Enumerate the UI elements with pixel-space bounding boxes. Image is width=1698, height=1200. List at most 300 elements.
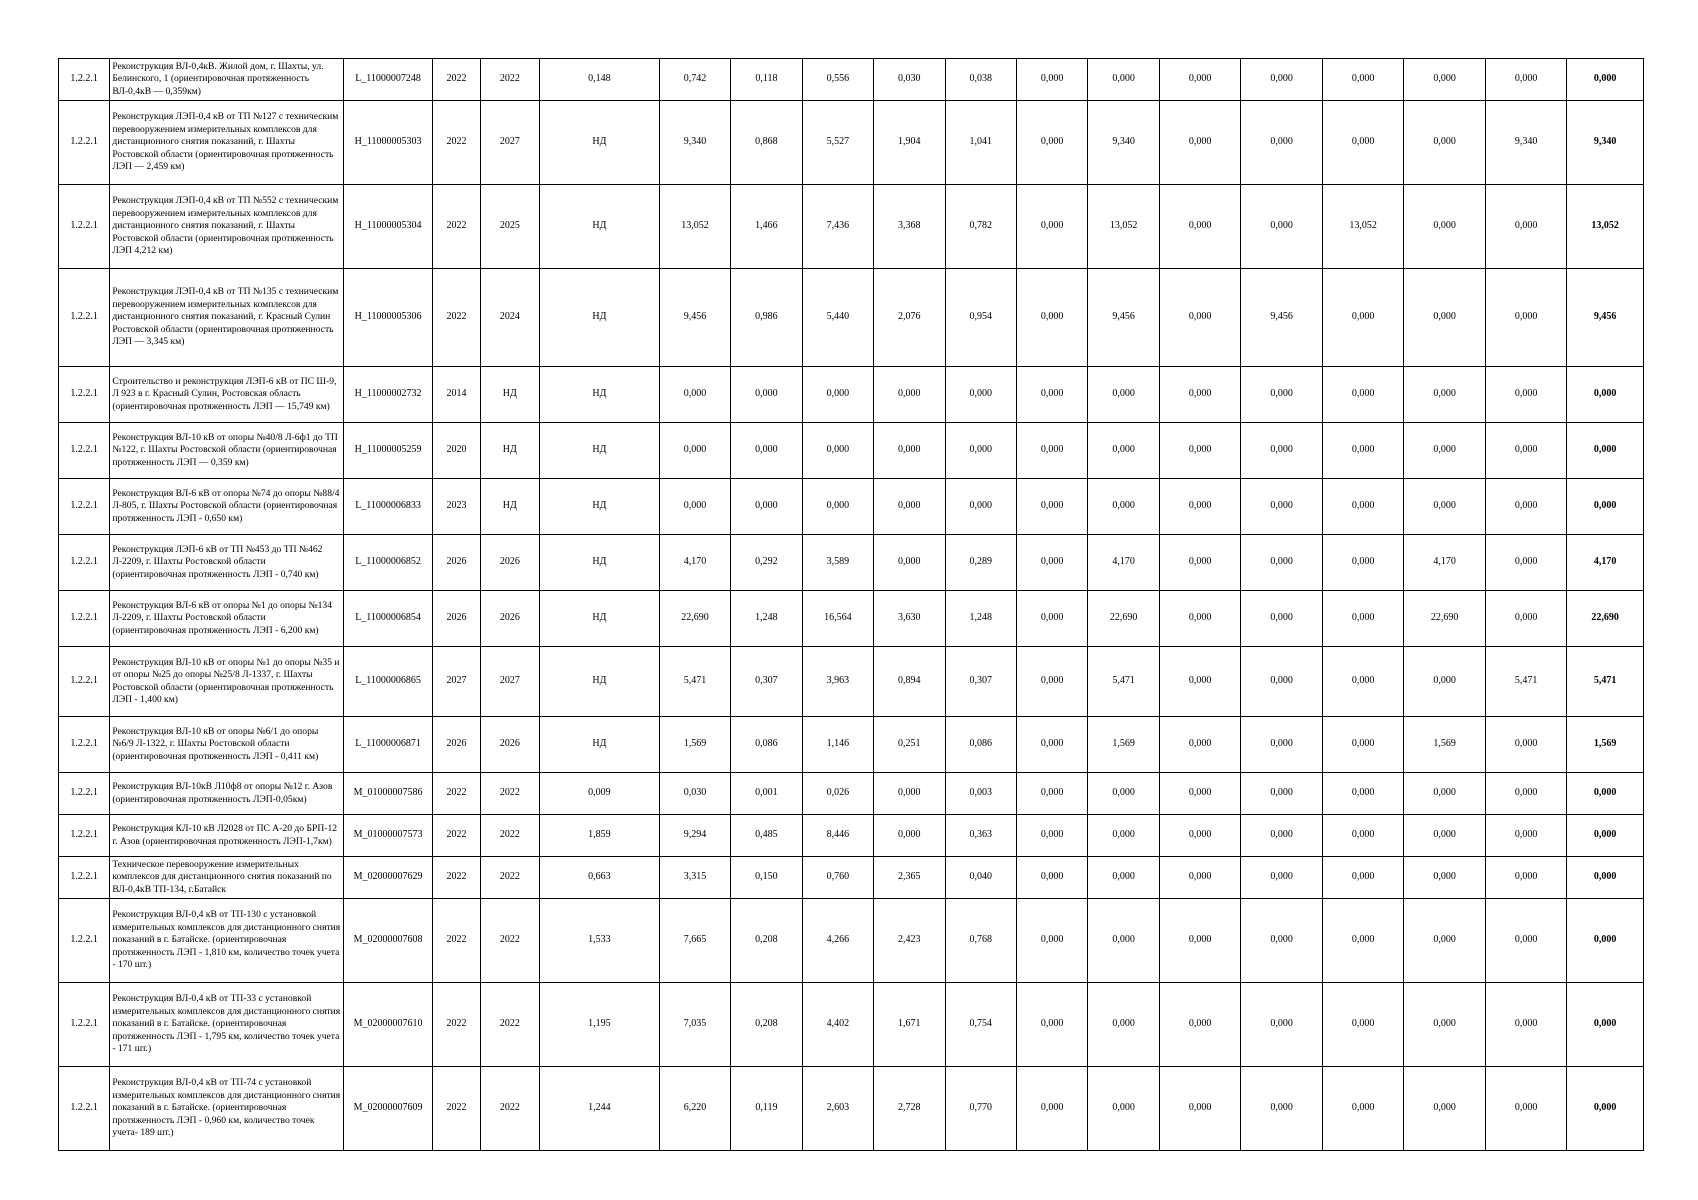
cell-c12: 0,000 [1088,59,1159,101]
cell-c16: 22,690 [1404,591,1486,647]
cell-description: Реконструкция ЛЭП-0,4 кВ от ТП №135 с техническим перевооружением измерительных комплексов для дистанционного снятия показаний, г. Красный Сулин Ростовской области (ориентировочная протяженность ЛЭП — 3,345 км) [110,269,343,367]
cell-nd: НД [540,479,660,535]
cell-c11: 0,000 [1016,479,1087,535]
cell-c6: 0,000 [659,479,730,535]
cell-c14: 0,000 [1241,101,1323,185]
cell-item-number: 1.2.2.1 [59,367,110,423]
cell-c11: 0,000 [1016,367,1087,423]
cell-total: 0,000 [1567,983,1644,1067]
cell-c11: 0,000 [1016,591,1087,647]
cell-c7: 0,000 [731,367,802,423]
cell-total: 13,052 [1567,185,1644,269]
cell-total: 0,000 [1567,423,1644,479]
cell-c12: 0,000 [1088,983,1159,1067]
cell-c17: 0,000 [1485,59,1567,101]
cell-c16: 0,000 [1404,423,1486,479]
cell-c11: 0,000 [1016,423,1087,479]
cell-item-number: 1.2.2.1 [59,717,110,773]
cell-c12: 9,456 [1088,269,1159,367]
cell-c9: 0,030 [874,59,945,101]
cell-c8: 2,603 [802,1067,873,1151]
cell-nd: 1,244 [540,1067,660,1151]
cell-y1: 2022 [433,815,480,857]
cell-c15: 0,000 [1322,857,1404,899]
cell-c15: 0,000 [1322,591,1404,647]
cell-description: Реконструкция ВЛ-0,4 кВ от ТП-33 с установкой измерительных комплексов для дистанционного снятия показаний в г. Батайске. (ориентировочная протяженность ЛЭП - 1,795 км, количество точек учета - 171 шт.) [110,983,343,1067]
cell-project-code: L_11000006833 [343,479,433,535]
cell-c14: 0,000 [1241,983,1323,1067]
cell-item-number: 1.2.2.1 [59,269,110,367]
cell-c11: 0,000 [1016,1067,1087,1151]
cell-c10: 0,768 [945,899,1016,983]
cell-c14: 0,000 [1241,59,1323,101]
cell-nd: 0,009 [540,773,660,815]
cell-c10: 0,782 [945,185,1016,269]
cell-description: Техническое перевооружение измерительных комплексов для дистанционного снятия показаний по ВЛ-0,4кВ ТП-134, г.Батайск [110,857,343,899]
cell-c12: 0,000 [1088,479,1159,535]
cell-c13: 0,000 [1159,269,1241,367]
table-row [59,185,1644,269]
cell-c15: 0,000 [1322,423,1404,479]
cell-c6: 9,340 [659,101,730,185]
cell-c12: 13,052 [1088,185,1159,269]
cell-total: 0,000 [1567,367,1644,423]
cell-c9: 3,368 [874,185,945,269]
cell-c13: 0,000 [1159,815,1241,857]
cell-item-number: 1.2.2.1 [59,535,110,591]
cell-c13: 0,000 [1159,647,1241,717]
cell-c16: 0,000 [1404,983,1486,1067]
cell-c8: 0,000 [802,479,873,535]
cell-c10: 0,363 [945,815,1016,857]
cell-description: Реконструкция ВЛ-6 кВ от опоры №74 до опоры №88/4 Л-805, г. Шахты Ростовской области (ориентировочная протяженность ЛЭП - 0,650 км) [110,479,343,535]
cell-total: 0,000 [1567,773,1644,815]
cell-y2: 2022 [480,1067,539,1151]
cell-c15: 0,000 [1322,717,1404,773]
cell-c17: 0,000 [1485,591,1567,647]
cell-c12: 22,690 [1088,591,1159,647]
cell-c13: 0,000 [1159,185,1241,269]
cell-c12: 4,170 [1088,535,1159,591]
cell-item-number: 1.2.2.1 [59,591,110,647]
cell-c14: 0,000 [1241,535,1323,591]
cell-c11: 0,000 [1016,717,1087,773]
cell-c13: 0,000 [1159,59,1241,101]
cell-c14: 0,000 [1241,367,1323,423]
table-row [59,535,1644,591]
cell-project-code: H_11000005259 [343,423,433,479]
cell-c14: 0,000 [1241,647,1323,717]
cell-c7: 0,986 [731,269,802,367]
cell-c11: 0,000 [1016,185,1087,269]
cell-c15: 0,000 [1322,101,1404,185]
cell-c12: 0,000 [1088,1067,1159,1151]
cell-c15: 0,000 [1322,479,1404,535]
cell-c15: 0,000 [1322,647,1404,717]
cell-c13: 0,000 [1159,773,1241,815]
cell-c12: 0,000 [1088,857,1159,899]
table-row [59,717,1644,773]
cell-c6: 0,030 [659,773,730,815]
table-row [59,815,1644,857]
table-row [59,857,1644,899]
cell-c15: 0,000 [1322,535,1404,591]
cell-c16: 0,000 [1404,269,1486,367]
cell-c14: 0,000 [1241,899,1323,983]
cell-c10: 0,000 [945,423,1016,479]
cell-c9: 0,894 [874,647,945,717]
cell-c6: 4,170 [659,535,730,591]
cell-c7: 0,001 [731,773,802,815]
cell-y1: 2022 [433,899,480,983]
cell-nd: НД [540,101,660,185]
cell-c6: 13,052 [659,185,730,269]
cell-y2: 2022 [480,857,539,899]
cell-item-number: 1.2.2.1 [59,1067,110,1151]
cell-c17: 0,000 [1485,423,1567,479]
cell-c10: 0,754 [945,983,1016,1067]
cell-y2: 2022 [480,815,539,857]
cell-project-code: H_11000005306 [343,269,433,367]
cell-nd: НД [540,269,660,367]
cell-c17: 0,000 [1485,983,1567,1067]
cell-c17: 0,000 [1485,899,1567,983]
cell-c16: 0,000 [1404,773,1486,815]
cell-y2: 2027 [480,101,539,185]
cell-y2: НД [480,367,539,423]
cell-y1: 2026 [433,535,480,591]
cell-project-code: L_11000007248 [343,59,433,101]
cell-description: Реконструкция ВЛ-10 кВ от опоры №1 до опоры №35 и от опоры №25 до опоры №25/8 Л-1337, г. Шахты Ростовской области (ориентировочная протяженность ЛЭП - 1,400 км) [110,647,343,717]
cell-c6: 6,220 [659,1067,730,1151]
cell-c11: 0,000 [1016,535,1087,591]
cell-c8: 5,527 [802,101,873,185]
cell-c7: 0,000 [731,479,802,535]
cell-c6: 9,456 [659,269,730,367]
cell-c8: 1,146 [802,717,873,773]
table-row [59,59,1644,101]
cell-nd: НД [540,591,660,647]
cell-total: 0,000 [1567,899,1644,983]
cell-c17: 0,000 [1485,535,1567,591]
cell-y1: 2023 [433,479,480,535]
cell-c14: 0,000 [1241,815,1323,857]
cell-c12: 0,000 [1088,423,1159,479]
cell-c9: 2,423 [874,899,945,983]
cell-nd: 1,533 [540,899,660,983]
cell-description: Реконструкция ВЛ-0,4 кВ от ТП-130 с установкой измерительных комплексов для дистанционного снятия показаний в г. Батайске. (ориентировочная протяженность ЛЭП - 1,810 км, количество точек учета - 170 шт.) [110,899,343,983]
cell-c8: 8,446 [802,815,873,857]
cell-c8: 0,026 [802,773,873,815]
cell-description: Реконструкция ЛЭП-6 кВ от ТП №453 до ТП №462 Л-2209, г. Шахты Ростовской области (ориентировочная протяженность ЛЭП - 0,740 км) [110,535,343,591]
cell-c10: 0,289 [945,535,1016,591]
cell-c17: 5,471 [1485,647,1567,717]
cell-c10: 0,000 [945,479,1016,535]
cell-nd: НД [540,535,660,591]
cell-c15: 0,000 [1322,773,1404,815]
cell-c11: 0,000 [1016,101,1087,185]
table-row [59,591,1644,647]
cell-project-code: H_11000002732 [343,367,433,423]
cell-c7: 0,118 [731,59,802,101]
cell-c13: 0,000 [1159,717,1241,773]
cell-c9: 2,076 [874,269,945,367]
cell-c14: 9,456 [1241,269,1323,367]
table-row [59,773,1644,815]
cell-nd: НД [540,185,660,269]
cell-project-code: H_11000005304 [343,185,433,269]
cell-y1: 2022 [433,185,480,269]
cell-c14: 0,000 [1241,857,1323,899]
cell-c8: 0,000 [802,423,873,479]
cell-c16: 0,000 [1404,1067,1486,1151]
cell-item-number: 1.2.2.1 [59,899,110,983]
cell-c9: 3,630 [874,591,945,647]
cell-c15: 0,000 [1322,899,1404,983]
cell-c10: 0,040 [945,857,1016,899]
cell-c17: 9,340 [1485,101,1567,185]
cell-c13: 0,000 [1159,899,1241,983]
cell-y1: 2022 [433,59,480,101]
cell-y1: 2020 [433,423,480,479]
cell-c14: 0,000 [1241,479,1323,535]
cell-c9: 0,000 [874,773,945,815]
cell-c9: 1,671 [874,983,945,1067]
cell-c17: 0,000 [1485,479,1567,535]
cell-y1: 2026 [433,591,480,647]
cell-c9: 0,000 [874,423,945,479]
cell-c7: 0,485 [731,815,802,857]
cell-nd: 0,148 [540,59,660,101]
cell-total: 0,000 [1567,815,1644,857]
table-row [59,367,1644,423]
cell-c8: 0,000 [802,367,873,423]
table-row [59,1067,1644,1151]
cell-project-code: L_11000006865 [343,647,433,717]
cell-c9: 0,000 [874,535,945,591]
cell-c10: 0,954 [945,269,1016,367]
cell-c6: 1,569 [659,717,730,773]
cell-c10: 1,041 [945,101,1016,185]
cell-c10: 0,038 [945,59,1016,101]
cell-c9: 0,000 [874,479,945,535]
cell-c12: 0,000 [1088,899,1159,983]
cell-description: Реконструкция ВЛ-6 кВ от опоры №1 до опоры №134 Л-2209, г. Шахты Ростовской области (ориентировочная протяженность ЛЭП - 6,200 км) [110,591,343,647]
cell-description: Реконструкция ВЛ-0,4 кВ от ТП-74 с установкой измерительных комплексов для дистанционного снятия показаний в г. Батайске. (ориентировочная протяженность ЛЭП - 0,960 км, количество точек учета- 189 шт.) [110,1067,343,1151]
investment-table [58,58,1644,1151]
cell-c17: 0,000 [1485,367,1567,423]
cell-y2: 2022 [480,773,539,815]
cell-c16: 0,000 [1404,367,1486,423]
cell-c13: 0,000 [1159,535,1241,591]
cell-project-code: L_11000006852 [343,535,433,591]
cell-c9: 0,251 [874,717,945,773]
cell-c8: 16,564 [802,591,873,647]
cell-c8: 0,556 [802,59,873,101]
cell-c8: 5,440 [802,269,873,367]
cell-description: Строительство и реконструкция ЛЭП-6 кВ от ПС Ш-9, Л 923 в г. Красный Сулин, Ростовская область (ориентировочная протяженность ЛЭП — 15,749 км) [110,367,343,423]
cell-y1: 2027 [433,647,480,717]
cell-c15: 0,000 [1322,983,1404,1067]
cell-item-number: 1.2.2.1 [59,185,110,269]
cell-c7: 0,086 [731,717,802,773]
cell-y1: 2026 [433,717,480,773]
cell-item-number: 1.2.2.1 [59,59,110,101]
cell-c16: 0,000 [1404,185,1486,269]
cell-c7: 0,307 [731,647,802,717]
cell-nd: НД [540,647,660,717]
cell-y2: 2026 [480,535,539,591]
cell-c6: 0,000 [659,423,730,479]
cell-c9: 2,365 [874,857,945,899]
cell-description: Реконструкция ВЛ-10 кВ от опоры №6/1 до опоры №6/9 Л-1322, г. Шахты Ростовской области (ориентировочная протяженность ЛЭП - 0,411 км) [110,717,343,773]
cell-total: 22,690 [1567,591,1644,647]
cell-y2: 2022 [480,59,539,101]
cell-c17: 0,000 [1485,773,1567,815]
cell-description: Реконструкция ВЛ-10кВ Л10ф8 от опоры №12 г. Азов (ориентировочная протяженность ЛЭП-0,05км) [110,773,343,815]
cell-item-number: 1.2.2.1 [59,101,110,185]
cell-project-code: L_11000006871 [343,717,433,773]
cell-c7: 0,868 [731,101,802,185]
cell-nd: 1,859 [540,815,660,857]
cell-c12: 5,471 [1088,647,1159,717]
cell-c14: 0,000 [1241,185,1323,269]
cell-nd: НД [540,423,660,479]
cell-c6: 3,315 [659,857,730,899]
cell-y2: 2026 [480,717,539,773]
cell-c16: 0,000 [1404,101,1486,185]
cell-item-number: 1.2.2.1 [59,857,110,899]
cell-c16: 0,000 [1404,479,1486,535]
cell-c13: 0,000 [1159,101,1241,185]
cell-total: 5,471 [1567,647,1644,717]
cell-y2: 2022 [480,983,539,1067]
cell-c13: 0,000 [1159,479,1241,535]
cell-total: 4,170 [1567,535,1644,591]
cell-project-code: M_02000007629 [343,857,433,899]
cell-c7: 0,000 [731,423,802,479]
cell-c13: 0,000 [1159,983,1241,1067]
table-row [59,899,1644,983]
cell-y1: 2022 [433,1067,480,1151]
cell-description: Реконструкция КЛ-10 кВ Л2028 от ПС А-20 до БРП-12 г. Азов (ориентировочная протяженность ЛЭП-1,7км) [110,815,343,857]
cell-c6: 5,471 [659,647,730,717]
cell-c6: 0,000 [659,367,730,423]
cell-c16: 1,569 [1404,717,1486,773]
table-row [59,479,1644,535]
cell-total: 0,000 [1567,1067,1644,1151]
cell-y2: 2022 [480,899,539,983]
cell-nd: 1,195 [540,983,660,1067]
cell-y1: 2022 [433,983,480,1067]
cell-project-code: H_11000005303 [343,101,433,185]
cell-total: 0,000 [1567,479,1644,535]
cell-c17: 0,000 [1485,269,1567,367]
cell-c12: 0,000 [1088,773,1159,815]
cell-c8: 4,266 [802,899,873,983]
cell-c17: 0,000 [1485,1067,1567,1151]
cell-c9: 1,904 [874,101,945,185]
cell-y1: 2014 [433,367,480,423]
cell-c6: 7,665 [659,899,730,983]
cell-c14: 0,000 [1241,1067,1323,1151]
cell-c16: 0,000 [1404,857,1486,899]
cell-c11: 0,000 [1016,647,1087,717]
cell-nd: НД [540,717,660,773]
cell-c7: 0,292 [731,535,802,591]
cell-y2: НД [480,479,539,535]
cell-c11: 0,000 [1016,59,1087,101]
cell-c15: 0,000 [1322,367,1404,423]
cell-c12: 9,340 [1088,101,1159,185]
cell-item-number: 1.2.2.1 [59,423,110,479]
table-row [59,101,1644,185]
cell-c6: 9,294 [659,815,730,857]
cell-total: 0,000 [1567,857,1644,899]
table-body [59,59,1644,1151]
cell-c9: 0,000 [874,367,945,423]
cell-c16: 4,170 [1404,535,1486,591]
cell-c15: 0,000 [1322,815,1404,857]
cell-c8: 7,436 [802,185,873,269]
cell-c10: 0,307 [945,647,1016,717]
cell-c7: 1,466 [731,185,802,269]
cell-item-number: 1.2.2.1 [59,815,110,857]
cell-nd: 0,663 [540,857,660,899]
cell-c6: 22,690 [659,591,730,647]
cell-nd: НД [540,367,660,423]
cell-c8: 3,589 [802,535,873,591]
cell-c7: 1,248 [731,591,802,647]
cell-c10: 0,000 [945,367,1016,423]
cell-c7: 0,119 [731,1067,802,1151]
document-page [58,58,1644,1151]
cell-item-number: 1.2.2.1 [59,647,110,717]
cell-c6: 0,742 [659,59,730,101]
cell-c16: 0,000 [1404,815,1486,857]
cell-c10: 0,770 [945,1067,1016,1151]
cell-c7: 0,150 [731,857,802,899]
cell-description: Реконструкция ВЛ-10 кВ от опоры №40/8 Л-6ф1 до ТП №122, г. Шахты Ростовской области (ориентировочная протяженность ЛЭП — 0,359 км) [110,423,343,479]
cell-total: 9,456 [1567,269,1644,367]
cell-c10: 0,086 [945,717,1016,773]
cell-c8: 4,402 [802,983,873,1067]
cell-c13: 0,000 [1159,857,1241,899]
cell-c11: 0,000 [1016,983,1087,1067]
cell-project-code: L_11000006854 [343,591,433,647]
cell-c11: 0,000 [1016,899,1087,983]
table-row [59,983,1644,1067]
cell-c7: 0,208 [731,983,802,1067]
cell-total: 9,340 [1567,101,1644,185]
cell-project-code: M_02000007610 [343,983,433,1067]
cell-total: 0,000 [1567,59,1644,101]
cell-c14: 0,000 [1241,591,1323,647]
cell-item-number: 1.2.2.1 [59,983,110,1067]
cell-c15: 0,000 [1322,59,1404,101]
cell-c11: 0,000 [1016,857,1087,899]
cell-c14: 0,000 [1241,423,1323,479]
cell-c13: 0,000 [1159,1067,1241,1151]
cell-c14: 0,000 [1241,717,1323,773]
cell-c16: 0,000 [1404,647,1486,717]
cell-project-code: M_02000007609 [343,1067,433,1151]
cell-y2: 2024 [480,269,539,367]
cell-c6: 7,035 [659,983,730,1067]
cell-c10: 1,248 [945,591,1016,647]
table-row [59,647,1644,717]
cell-c8: 0,760 [802,857,873,899]
